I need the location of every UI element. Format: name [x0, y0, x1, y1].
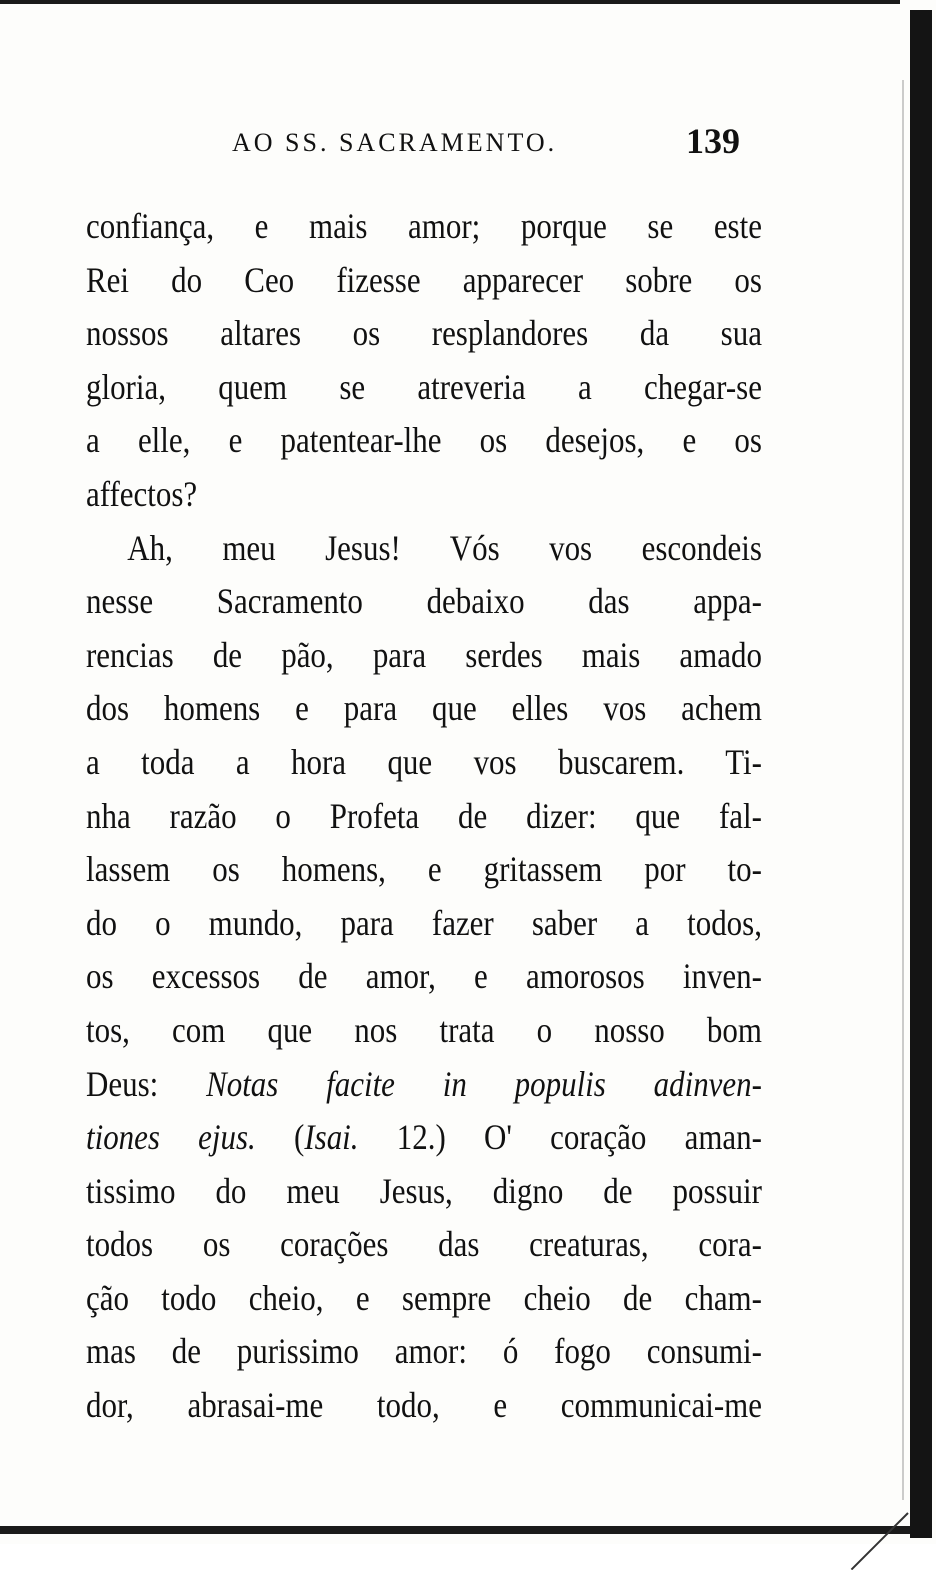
- page-shadow-line: [902, 80, 904, 1500]
- text-line: Deus: Notas facite in populis adinven-: [86, 1063, 762, 1104]
- text-line: nesse Sacramento debaixo das appa-: [86, 581, 762, 622]
- text-line: gloria, quem se atreveria a chegar-se: [86, 366, 762, 407]
- citation: Isai.: [304, 1117, 359, 1158]
- text-line: do o mundo, para fazer saber a todos,: [86, 902, 762, 943]
- text-line: confiança, e mais amor; porque se este: [86, 206, 762, 246]
- latin-quote: tiones ejus.: [86, 1117, 256, 1158]
- running-head: AO SS. SACRAMENTO.: [232, 128, 558, 157]
- text-line: rencias de pão, para serdes mais amado: [86, 634, 762, 675]
- text-line: Ah, meu Jesus! Vós vos escondeis: [127, 527, 762, 568]
- text-line: a toda a hora que vos buscarem. Ti-: [86, 741, 762, 782]
- text-line: nha razão o Profeta de dizer: que fal-: [86, 795, 762, 836]
- text-line: todos os corações das creaturas, cora-: [86, 1224, 762, 1265]
- body-text: [86, 200, 762, 1433]
- text-line: affectos?: [86, 473, 198, 514]
- text-line: tissimo do meu Jesus, digno de possuir: [86, 1170, 762, 1211]
- text-line: ção todo cheio, e sempre cheio de cham-: [86, 1277, 762, 1318]
- text-line: Rei do Ceo fizesse apparecer sobre os: [86, 259, 762, 300]
- text-line: tiones ejus. (Isai. 12.) O' coração aman-: [86, 1117, 762, 1158]
- scan-top-border: [0, 0, 900, 4]
- text-line: lassem os homens, e gritassem por to-: [86, 849, 762, 890]
- page-number: 139: [686, 121, 740, 161]
- scan-right-border: [910, 10, 932, 1538]
- scan-bottom-border: [0, 1526, 910, 1534]
- text-line: tos, com que nos trata o nosso bom: [86, 1009, 762, 1050]
- text-line: a elle, e patentear-lhe os desejos, e os: [86, 420, 762, 461]
- page-corner-line: [851, 1512, 909, 1570]
- text-line: os excessos de amor, e amorosos inven-: [86, 956, 762, 997]
- text-line: nossos altares os resplandores da sua: [86, 313, 762, 354]
- text-line: dos homens e para que elles vos achem: [86, 688, 762, 729]
- text-line: mas de purissimo amor: ó fogo consumi-: [86, 1331, 762, 1372]
- latin-quote: Notas facite in populis adinven-: [206, 1063, 762, 1104]
- text-line: dor, abrasai-me todo, e communicai-me: [86, 1385, 762, 1426]
